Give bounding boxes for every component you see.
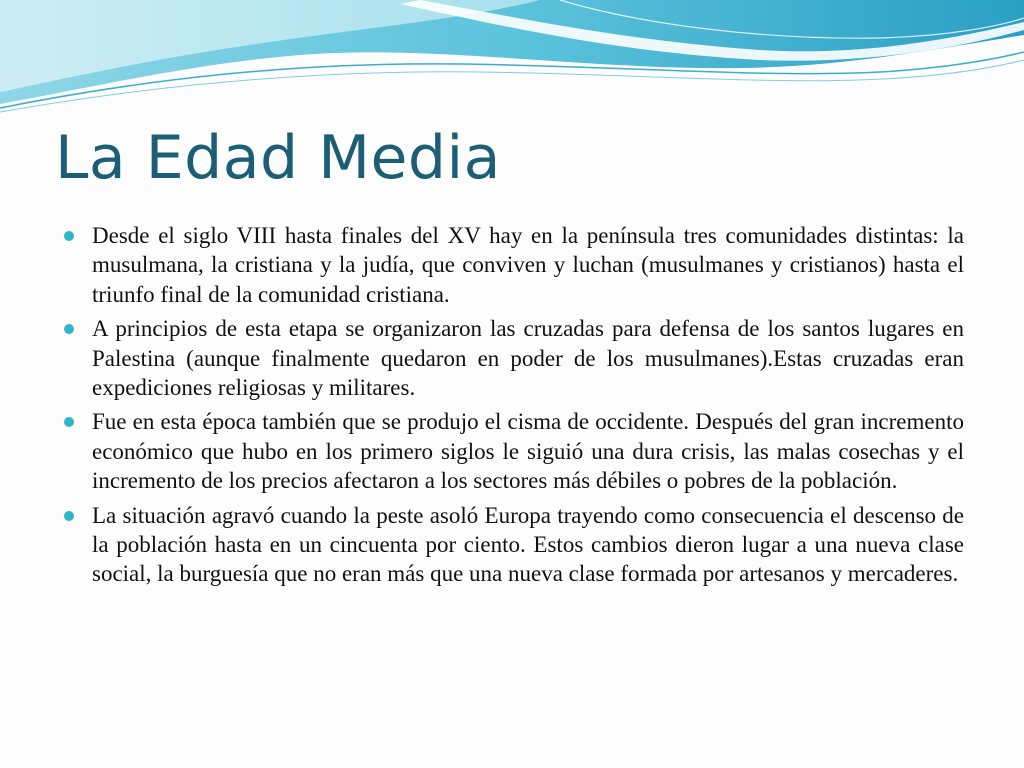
bullet-dot-icon [64,417,74,427]
bullet-item [62,221,964,309]
slide-title: La Edad Media [55,123,501,193]
bullet-dot-icon [64,324,74,334]
header-wave-decoration [0,0,1024,120]
bullet-item [62,407,964,495]
bullet-text: Desde el siglo VIII hasta finales del XV hay en la península tres comunidades distintas: la musulmana, la cristiana y la judía, que conviven y luchan (musulmanes y cristianos) hasta el triunfo final de la comunidad cristiana. [92,223,964,307]
bullet-text: Fue en esta época también que se produjo el cisma de occidente. Después del gran incremento económico que hubo en los primero siglos le siguió una dura crisis, las malas cosechas y el incremento de los precios afectaron a los sectores más débiles o pobres de la población. [92,409,964,494]
bullet-dot-icon [64,231,74,241]
bullet-text: A principios de esta etapa se organizaron las cruzadas para defensa de los santos lugares en Palestina (aunque finalmente quedaron en poder de los musulmanes).Estas cruzadas eran expediciones religiosas y militares. [92,316,964,401]
bullet-item [62,314,964,402]
bullet-dot-icon [64,511,74,521]
bullet-text: La situación agravó cuando la peste asoló Europa trayendo como consecuencia el descenso de la población hasta en un cincuenta por ciento. Estos cambios dieron lugar a una nueva clase social, la burguesía que no eran más que una nueva clase formada por artesanos y mercaderes. [92,502,964,587]
bullet-item [62,501,964,589]
bullet-list [62,221,964,594]
